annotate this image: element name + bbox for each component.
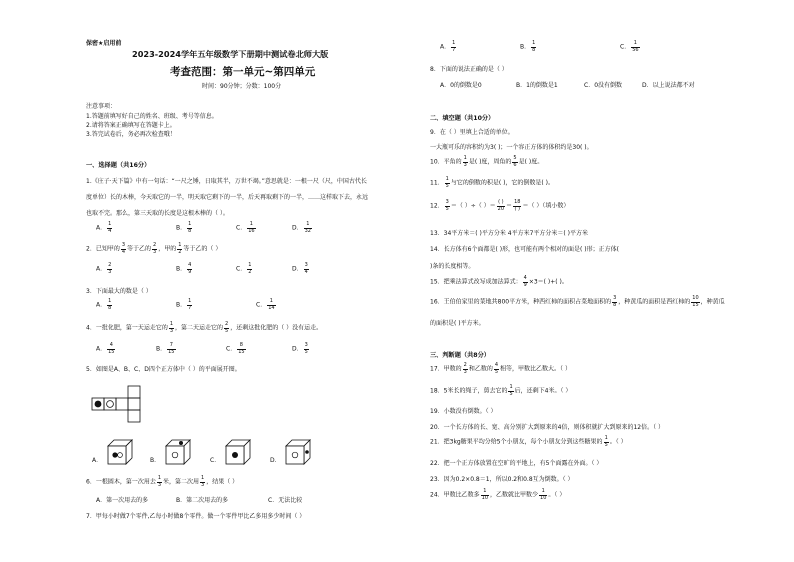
q5-option-a-label[interactable]: A． (92, 457, 103, 464)
question-17: 17．甲数的 $\frac{2}{3}$ 和乙数的 $\frac{4}{5}$ 相等，甲数比乙数大。（ ） (430, 362, 571, 375)
q4-option-b[interactable]: B． $\frac{7}{15}$ (156, 342, 175, 355)
q1-option-a[interactable]: A． $\frac{1}{4}$ (96, 221, 112, 234)
question-12: 12． $\frac{3}{5}$ ＝（ ）÷（ ）＝ ( ) 20 ＝ 18 ( ) ＝（ ）（填小数） (430, 199, 570, 212)
question-6: 6．一根圆木，第一次用去 $\frac{1}{3}$ 米，第二次用 $\frac{1}{3}$ ，结果（ ） (86, 475, 239, 488)
q7-option-b[interactable]: B． $\frac{1}{8}$ (520, 40, 536, 53)
q8-option-b[interactable]: B．1的倒数是1 (516, 82, 558, 89)
question-16-line2: 的面积是( )平方米。 (430, 320, 485, 327)
exam-scope: 考查范围：第一单元~第四单元 (170, 66, 316, 78)
question-9-line: 一大瓶可乐的容积约为3( )；一个容正方体的体积约是30( )。 (430, 144, 593, 151)
q5-option-d-label[interactable]: D． (270, 457, 281, 464)
question-11: 11． $\frac{1}{5}$ 与它的倒数的积是( )，它的倒数是( )。 (430, 176, 555, 189)
q5-option-c-label[interactable]: C． (210, 457, 221, 464)
exam-title: 2023-2024学年五年级数学下册期中测试卷北师大版 (132, 49, 329, 59)
question-4: 4．一批化肥，第一天运走它的 $\frac{1}{3}$ ，第二天运走它的 $\frac{2}{5}$ ，还剩这批化肥的（ ）没有运走。 (86, 321, 323, 334)
question-14-line2: )条的长度相等。 (430, 263, 475, 270)
question-1-line1: 1.《庄子·天下篇》中有一句话：“一尺之锤，日取其半，万世不竭。”意思就是：一根一尺（尺，中国古代长 (86, 178, 367, 185)
section-judge-heading: 三、判断题（共8分） (430, 352, 490, 359)
cube-b-icon[interactable] (166, 440, 192, 466)
question-2: 2．已知甲的 $\frac{3}{4}$ 等于乙的 $\frac{2}{3}$ ，甲的 $\frac{1}{2}$ 等于乙的（ ） (86, 242, 222, 255)
q8-option-a[interactable]: A．0的倒数是0 (440, 82, 482, 89)
q4-option-c[interactable]: C． $\frac{8}{15}$ (226, 342, 245, 355)
q7-option-c[interactable]: C． $\frac{1}{56}$ (620, 40, 639, 53)
q1-option-c[interactable]: C． $\frac{1}{16}$ (236, 221, 255, 234)
exam-meta: 时间：90分钟；分数：100分 (202, 83, 282, 90)
q6-option-a[interactable]: A．第一次用去的多 (96, 497, 149, 504)
q8-option-d[interactable]: D．以上说法都不对 (642, 82, 695, 89)
q7-option-a[interactable]: A． $\frac{1}{7}$ (440, 40, 456, 53)
q3-option-a[interactable]: A． $\frac{1}{8}$ (96, 298, 112, 311)
question-5: 5．如图是A、B、C、D四个正方体中（ ）的平面展开图。 (86, 366, 241, 373)
q6-option-c[interactable]: C．无法比较 (268, 497, 303, 504)
question-13: 13．34平方米＝( )平方分米 4平方米7平方分米＝( )平方米 (430, 230, 588, 237)
q3-option-c[interactable]: C． $\frac{1}{14}$ (256, 298, 275, 311)
q4-option-d[interactable]: D． $\frac{3}{5}$ (292, 342, 308, 355)
question-1-line2: 度单位）长的木棒，今天取它的一半，明天取它剩下的一半，后天再取剩下的一半，……这样取下去，永远 (86, 194, 369, 201)
q4-option-a[interactable]: A． $\frac{4}{15}$ (96, 342, 115, 355)
question-3: 3．下面最大的数是（ ） (86, 288, 152, 295)
question-21: 21．把3kg糖果平均分给5个小朋友，每个小朋友分到这些糖果的 $\frac{1}{5}$ 。（ ） (430, 435, 627, 448)
q2-option-b[interactable]: B． $\frac{4}{9}$ (176, 262, 192, 275)
notes-heading: 注意事项： (86, 103, 117, 110)
q8-option-c[interactable]: C．0没有倒数 (584, 82, 623, 89)
question-14-line1: 14．长方体有6个面都是( )形，也可能有两个相对的面是( )形；正方体( (430, 246, 619, 253)
q1-option-b[interactable]: B． $\frac{1}{8}$ (176, 221, 192, 234)
section-fill-heading: 二、填空题（共10分） (430, 115, 495, 122)
q3-option-b[interactable]: B． $\frac{1}{7}$ (176, 298, 192, 311)
q2-option-c[interactable]: C． $\frac{1}{2}$ (236, 262, 252, 275)
question-15: 15．把乘法算式改写成加法算式： $\frac{4}{9}$ ×3＝( )+( )。 (430, 275, 568, 288)
question-16-line1: 16．王伯伯家里的菜地共800平方米，种西红柿的面积占菜地面积的 $\frac{3}{8}$ ，种黄瓜的面积是西红柿的 $\frac{10}{15}$ ，种黄瓜 (430, 295, 725, 308)
question-20: 20．一个长方体的长、宽、高分别扩大到原来的4倍，则体积就扩大到原来的12倍。（ ） (430, 424, 664, 431)
q6-option-b[interactable]: B．第二次用去的多 (176, 497, 229, 504)
note-item: 3.答完试卷后，务必再次检查哦！ (86, 131, 176, 138)
q2-option-d[interactable]: D． $\frac{3}{4}$ (292, 262, 308, 275)
q1-option-d[interactable]: D． $\frac{1}{32}$ (292, 221, 311, 234)
note-item: 2.请将答案正确填写在答题卡上。 (86, 122, 176, 129)
cube-c-icon[interactable] (226, 440, 252, 466)
cube-d-icon[interactable] (286, 440, 312, 466)
note-item: 1.答题前填写好自己的姓名、班级、考号等信息。 (86, 113, 218, 120)
question-24: 24．甲数比乙数多 $\frac{1}{10}$ ，乙数就比甲数少 $\frac{1}{10}$ 。（ ） (430, 488, 566, 501)
question-19: 19．小数没有倒数。（ ） (430, 408, 497, 415)
question-18: 18．5米长的绳子，剪去它的 $\frac{1}{5}$ 后，还剩下4米。（ ） (430, 384, 572, 397)
question-8: 8．下面的说法正确的是（ ） (430, 66, 508, 73)
q5-option-b-label[interactable]: B． (150, 457, 161, 464)
question-10: 10．平角的 $\frac{1}{3}$ 是( )度，周角的 $\frac{5}{6}$ 是( )度。 (430, 155, 544, 168)
section-choice-heading: 一、选择题（共16分） (86, 162, 151, 169)
confidential-mark: 保密★启用前 (86, 40, 122, 47)
question-22: 22．把一个正方体放置在空旷的平地上，有5个面露在外面。（ ） (430, 460, 603, 467)
q2-option-a[interactable]: A． $\frac{2}{3}$ (96, 262, 112, 275)
question-23: 23．因为0.2×0.8＝1，所以0.2和0.8互为倒数。（ ） (430, 476, 574, 483)
question-9: 9．在（ ）里填上合适的单位。 (430, 129, 514, 136)
question-7: 7．甲每小时做7个零件,乙每小时做8个零件。做一个零件甲比乙多用多少时间（ ） (86, 513, 306, 520)
cube-a-icon[interactable] (108, 440, 134, 466)
cube-net-figure (92, 378, 152, 438)
question-1-line3: 也取不完。那么，第三天取的长度是这根木棒的（ ）。 (86, 210, 229, 217)
